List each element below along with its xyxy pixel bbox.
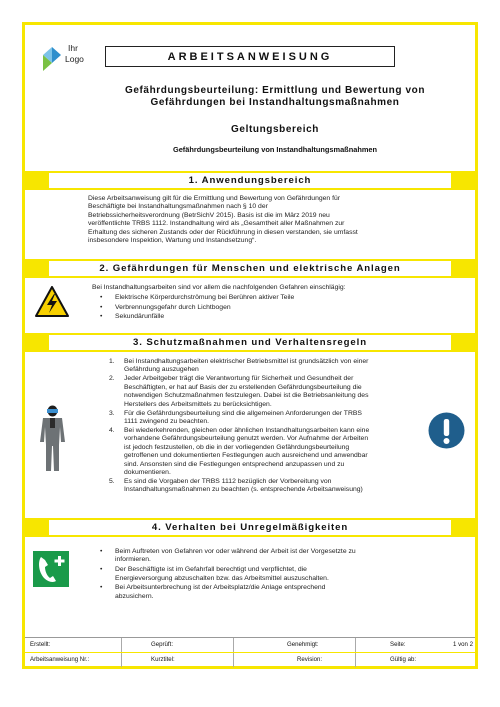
item-line: 1111 zwingend zu beachten. xyxy=(124,418,210,426)
page-number: 1 von 2 xyxy=(453,641,473,648)
page-label: Seite: xyxy=(390,641,406,648)
electric-hazard-warning-icon xyxy=(35,286,69,317)
section-2-heading-bar xyxy=(25,259,475,278)
scope-heading: Geltungsbereich xyxy=(231,124,319,135)
section-1-heading-bar xyxy=(25,171,475,190)
section-2-body xyxy=(25,278,475,332)
section-1-body xyxy=(25,190,475,257)
section-1-line: insbesondere Inspektion, Wartung und Instandsetzung“. xyxy=(88,237,257,245)
section-4-text xyxy=(92,548,412,602)
logo-text xyxy=(65,43,84,65)
scope-text: Gefährdungsbeurteilung von Instandhaltungsmaßnahmen xyxy=(172,145,378,154)
list-item xyxy=(101,358,421,375)
section-2-heading: 2. Gefährdungen für Menschen und elektrische Anlagen xyxy=(99,263,401,274)
item-number: 3. xyxy=(109,409,115,417)
item-line: Gefährdung auszugehen xyxy=(124,366,199,374)
section-2-intro: Bei Instandhaltungsarbeiten sind vor allem die nachfolgenden Gefahren einschlägig: xyxy=(92,284,346,291)
document-footer xyxy=(25,637,475,666)
item-line: Beschäftigten, er hat auf Basis der zu erstellenden Gefährdungsbeurteilung die xyxy=(124,383,362,391)
section-3-body xyxy=(25,352,475,512)
item-line: Jeder Arbeitgeber trägt die Verantwortung für Sicherheit und Gesundheit der xyxy=(124,375,354,383)
item-number: 2. xyxy=(109,375,115,383)
list-item: • Elektrische Körperdurchströmung bei Berühren aktiver Teile xyxy=(92,294,412,302)
subtitle-line-2: Gefährdungen bei Instandhaltungsmaßnahmen xyxy=(150,97,400,108)
instruction-number-label: Arbeitsanweisung Nr.: xyxy=(30,656,90,663)
item-number: 5. xyxy=(109,478,115,486)
protective-clothing-worker-icon xyxy=(39,405,66,472)
section-4-heading-bar xyxy=(25,518,475,537)
item-line: sind. Ansonsten sind die Festlegungen entsprechend anzupassen und zu xyxy=(124,460,345,468)
item-line: informieren. xyxy=(115,556,151,564)
item-line: Herstellers des Arbeitsmittels zu berücksichtigen. xyxy=(124,400,272,408)
document-subtitle xyxy=(65,85,485,109)
section-2-text xyxy=(92,284,412,323)
short-title-label: Kurztitel: xyxy=(151,656,175,663)
item-line: notwendigen Schutzmaßnahmen festzulegen. Dabei ist die Betriebsanleitung des xyxy=(124,392,369,400)
section-4-list xyxy=(92,548,412,601)
section-1-line: Beschäftigte bei Instandhaltungsmaßnahmen nach § 10 der xyxy=(88,203,268,211)
title-box xyxy=(105,46,395,67)
item-line: • Bei Arbeitsunterbrechung ist der Arbeitsplatz/die Anlage entsprechend xyxy=(115,584,326,592)
page-title: ARBEITSANWEISUNG xyxy=(167,50,333,63)
item-line: • Der Beschäftigte ist im Gefahrfall berechtigt und verpflichtet, die xyxy=(115,566,307,574)
logo-line-1: Ihr xyxy=(68,43,78,53)
item-number: 4. xyxy=(109,427,115,435)
section-1-line: Betriebssicherheitsverordnung (BetrSichV 2015). Basis ist die im März 2019 neu xyxy=(88,211,330,219)
list-item xyxy=(92,566,412,583)
section-1-line: Diese Arbeitsanweisung gilt für die Ermittlung und Bewertung von Gefährdungen für xyxy=(88,195,341,202)
item-line: vorhandene Gefährdungsbeurteilung genutzt werden. Vor Aufnahme der Arbeiten xyxy=(124,435,369,443)
section-4-body xyxy=(25,537,475,617)
revision-label: Revision: xyxy=(297,656,323,663)
item-line: Bei wiederkehrenden, gleichen oder ähnlichen Instandhaltungsarbeiten kann eine xyxy=(124,427,370,435)
section-1-text xyxy=(88,195,418,245)
section-3-heading: 3. Schutzmaßnahmen und Verhaltensregeln xyxy=(133,337,367,348)
list-item xyxy=(101,427,421,477)
item-line: Für die Gefährdungsbeurteilung sind die allgemeinen Anforderungen der TRBS xyxy=(124,409,362,417)
section-2-list xyxy=(92,294,412,322)
list-item xyxy=(101,375,421,409)
subtitle-line-1: Gefährdungsbeurteilung: Ermittlung und Bewertung von xyxy=(124,85,426,96)
item-number: 1. xyxy=(109,358,115,365)
logo-line-2: Logo xyxy=(65,54,84,64)
item-line: Energieversorgung abzuschalten bzw. das Arbeitsmittel auszuschalten. xyxy=(115,574,329,582)
list-item: • Sekundärunfälle xyxy=(92,313,412,321)
item-line: ist jedoch festzustellen, ob die in der vorliegenden Gefährdungsbeurteilung xyxy=(124,443,350,451)
section-1-line: veröffentlichte TRBS 1112. Instandhaltung wird als „Gesamtheit aller Maßnahmen zur xyxy=(88,220,345,228)
section-4-heading: 4. Verhalten bei Unregelmäßigkeiten xyxy=(151,522,349,533)
emergency-phone-icon xyxy=(33,551,69,587)
valid-from-label: Gültig ab: xyxy=(390,656,417,663)
section-3-text xyxy=(101,358,421,495)
list-item xyxy=(92,548,412,565)
item-line: abzusichern. xyxy=(115,592,154,600)
mandatory-instruction-icon xyxy=(428,412,465,449)
item-line: Instandhaltungsmaßnahmen zu beachten (s. entsprechende Arbeitsanweisung) xyxy=(124,486,363,494)
section-3-heading-bar xyxy=(25,333,475,352)
section-3-list xyxy=(101,358,421,495)
list-item xyxy=(101,478,421,495)
item-line: getroffenen und dokumentierten Festlegungen auch ausreichend und anwendbar xyxy=(124,452,368,460)
section-1-line: Erhaltung des sicheren Zustands oder der Rückführung in diesen verstanden, sie umfasst xyxy=(88,228,358,236)
checked-label: Geprüft: xyxy=(151,641,174,648)
item-line: • Beim Auftreten von Gefahren vor oder während der Arbeit ist der Vorgesetzte zu xyxy=(115,548,356,555)
document-header xyxy=(25,25,475,175)
list-item xyxy=(101,410,421,427)
item-line: Es sind die Vorgaben der TRBS 1112 bezüglich der Vorbereitung von xyxy=(124,478,332,486)
approved-label: Genehmigt: xyxy=(287,641,319,648)
created-label: Erstellt: xyxy=(30,641,51,648)
list-item xyxy=(92,584,412,601)
section-1-heading: 1. Anwendungsbereich xyxy=(188,175,312,186)
item-line: dokumentieren. xyxy=(124,469,171,477)
footer-row-2 xyxy=(25,653,475,667)
item-line: Bei Instandhaltungsarbeiten elektrischer Betriebsmittel ist grundsätzlich von einer xyxy=(124,358,369,365)
footer-row-1 xyxy=(25,638,475,652)
list-item: • Verbrennungsgefahr durch Lichtbogen xyxy=(92,304,412,312)
